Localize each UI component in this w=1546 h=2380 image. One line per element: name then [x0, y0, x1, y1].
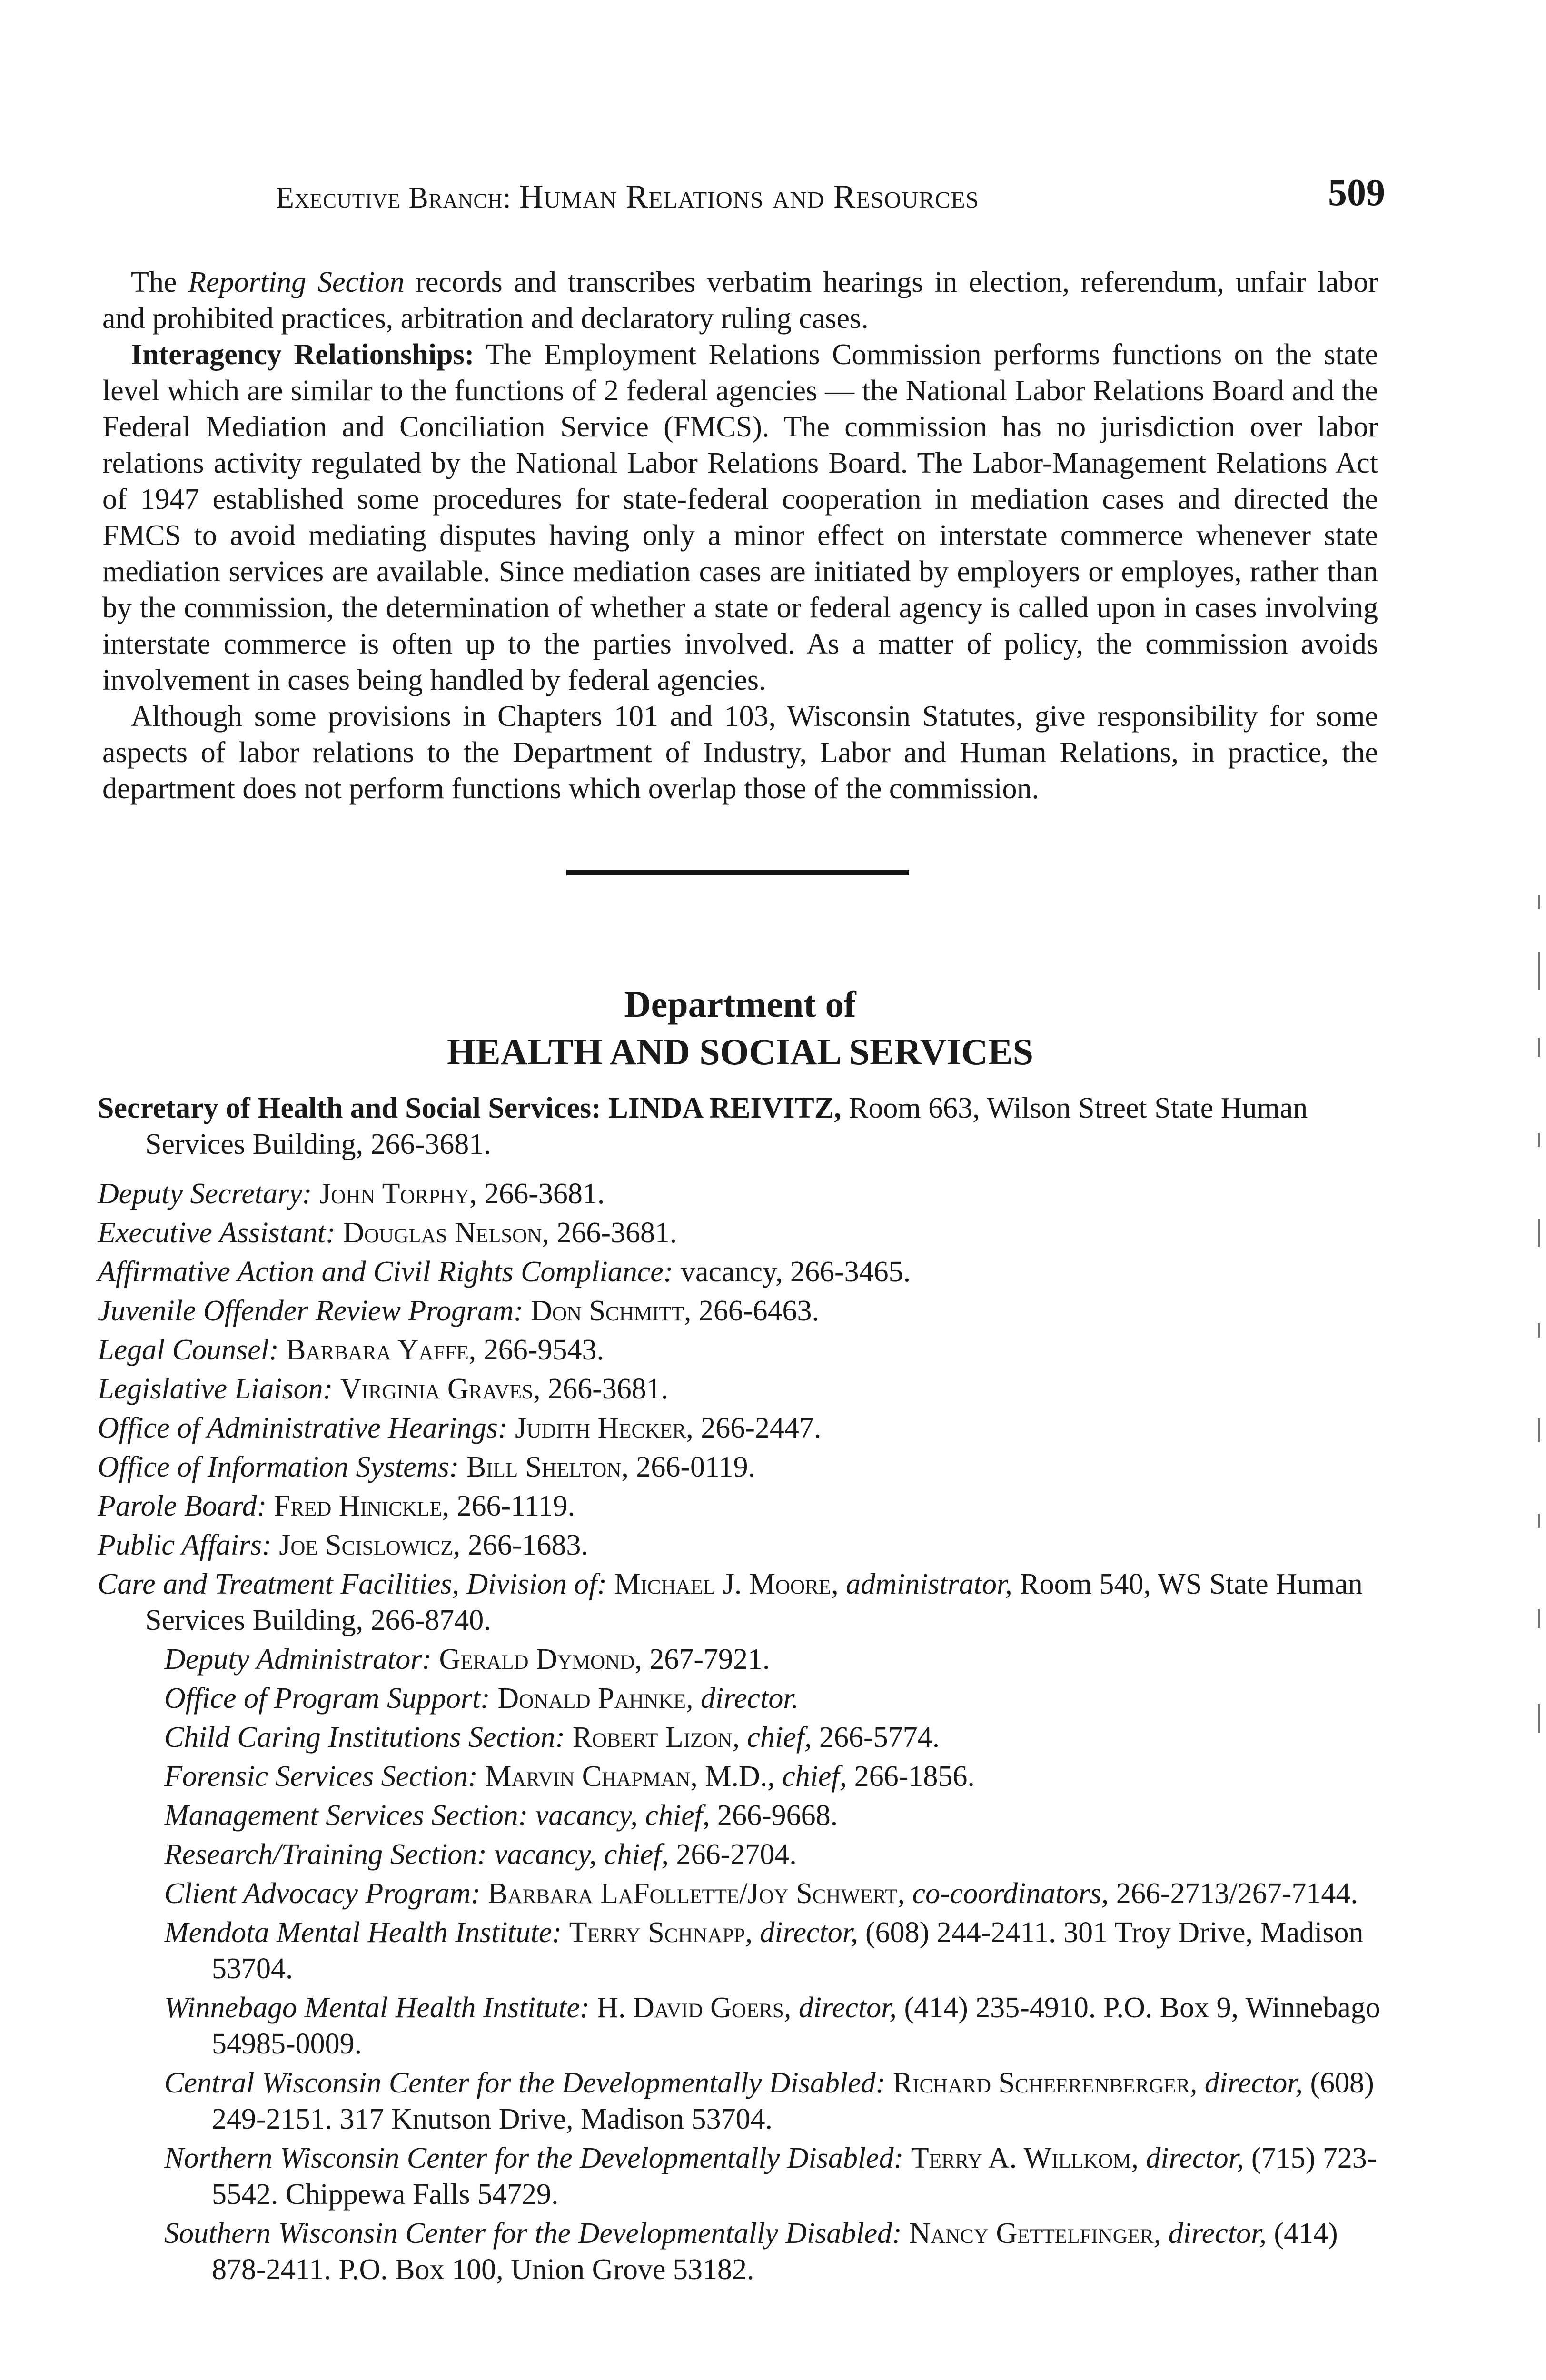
directory	[98, 1090, 1383, 2291]
staff-name: Fred Hinickle	[274, 1490, 442, 1522]
secretary-name: LINDA REIVITZ,	[608, 1092, 842, 1124]
division-staff-entry	[164, 1875, 1383, 1912]
division-staff-title: , co-coordinators,	[897, 1877, 1109, 1910]
division-staff-label: Office of Program Support:	[164, 1682, 490, 1715]
secretary-label: Secretary of Health and Social Services:	[98, 1092, 601, 1124]
division-staff-details: 266-9668.	[710, 1799, 838, 1832]
division-staff-entry	[164, 2215, 1383, 2288]
division-staff-details: 266-2713/267-7144.	[1109, 1877, 1358, 1910]
staff-label: Public Affairs:	[98, 1529, 272, 1561]
division-staff-entry	[164, 2140, 1383, 2212]
staff-name: Barbara Yaffe	[286, 1334, 469, 1366]
staff-entry	[98, 1449, 1383, 1485]
staff-label: Office of Administrative Hearings:	[98, 1412, 508, 1444]
division-staff-entry	[164, 1680, 1383, 1716]
division-staff-title: vacancy, chief,	[494, 1838, 669, 1871]
division-staff-list	[98, 1641, 1383, 2288]
division-staff-entry	[164, 1719, 1383, 1755]
staff-label: Office of Information Systems:	[98, 1451, 459, 1483]
division-staff-name: Robert Lizon	[572, 1721, 733, 1754]
staff-label: Legislative Liaison:	[98, 1373, 333, 1405]
staff-name: John Torphy	[319, 1178, 470, 1210]
division-staff-title: , director,	[1189, 2067, 1303, 2099]
staff-entry	[98, 1410, 1383, 1446]
division-staff-name: Terry A. Willkom	[911, 2142, 1131, 2174]
staff-name: Douglas Nelson	[343, 1217, 542, 1249]
division-staff-label: Management Services Section:	[164, 1799, 528, 1832]
staff-entry	[98, 1293, 1383, 1329]
staff-details: , 266-1119.	[442, 1490, 575, 1522]
division-staff-label: Client Advocacy Program:	[164, 1877, 481, 1910]
staff-details: , 266-6463.	[684, 1295, 820, 1327]
division-staff-name: Donald Pahnke	[497, 1682, 686, 1715]
staff-details: , 266-3681.	[533, 1373, 669, 1405]
division-staff-entry	[164, 1836, 1383, 1873]
division-staff-title: , director.	[686, 1682, 799, 1715]
staff-label: Legal Counsel:	[98, 1334, 279, 1366]
section-divider	[566, 870, 909, 875]
staff-details: , 266-9543.	[468, 1334, 604, 1366]
division-staff-name: Barbara LaFollette/Joy Schwert	[488, 1877, 898, 1910]
staff-label: Juvenile Offender Review Program:	[98, 1295, 524, 1327]
division-staff-details: (414) 878-2411. P.O. Box 100, Union Grove 53182.	[212, 2217, 1338, 2286]
division-staff-name: Gerald Dymond	[439, 1643, 635, 1676]
division-staff-details: (414) 235-4910. P.O. Box 9, Winnebago 54985-0009.	[212, 1992, 1380, 2060]
division-staff-name: Richard Scheerenberger	[892, 2067, 1190, 2099]
division-staff-name: Terry Schnapp	[569, 1916, 745, 1949]
running-head-subject: Human Relations and Resources	[519, 178, 979, 215]
staff-details: vacancy, 266-3465.	[680, 1256, 911, 1288]
staff-details: , 266-1683.	[453, 1529, 588, 1561]
reporting-section-term: Reporting Section	[188, 266, 405, 298]
division-staff-title: , chief,	[732, 1721, 812, 1754]
staff-details: , 266-2447.	[686, 1412, 822, 1444]
interagency-label: Interagency Relationships:	[131, 338, 475, 371]
division-staff-details: (608) 249-2151. 317 Knutson Drive, Madison 53704.	[212, 2067, 1374, 2135]
staff-label: Executive Assistant:	[98, 1217, 336, 1249]
margin-marks	[1535, 895, 1544, 1799]
division-staff-name: Marvin Chapman, M.D.	[485, 1760, 768, 1793]
division-label: Care and Treatment Facilities, Division of:	[98, 1568, 607, 1600]
staff-name: Judith Hecker	[515, 1412, 686, 1444]
division-staff-entry	[164, 1914, 1383, 1987]
division-staff-title: , director,	[1153, 2217, 1267, 2250]
division-staff-label: Mendota Mental Health Institute:	[164, 1916, 562, 1949]
division-staff-details: 266-2704.	[669, 1838, 797, 1871]
intro-text	[102, 264, 1378, 807]
division-staff-label: Research/Training Section:	[164, 1838, 487, 1871]
division-staff-details: , 267-7921.	[634, 1643, 770, 1676]
staff-entry	[98, 1488, 1383, 1524]
staff-details: , 266-3681.	[542, 1217, 677, 1249]
division-staff-details: (608) 244-2411. 301 Troy Drive, Madison 53704.	[212, 1916, 1364, 1985]
staff-name: Joe Scislowicz	[279, 1529, 453, 1561]
department-heading-line1: Department of	[624, 983, 856, 1025]
division-staff-title: , director,	[783, 1992, 897, 2024]
division-staff-name: Nancy Gettelfinger	[909, 2217, 1154, 2250]
running-head-section: Executive Branch:	[276, 182, 512, 214]
staff-name: Virginia Graves	[340, 1373, 534, 1405]
division-staff-entry	[164, 1797, 1383, 1834]
division-staff-label: Deputy Administrator:	[164, 1643, 432, 1676]
staff-entry	[98, 1176, 1383, 1212]
staff-label: Deputy Secretary:	[98, 1178, 312, 1210]
staff-entry	[98, 1371, 1383, 1407]
staff-label: Parole Board:	[98, 1490, 267, 1522]
staff-details: , 266-3681.	[469, 1178, 605, 1210]
staff-label: Affirmative Action and Civil Rights Compliance:	[98, 1256, 674, 1288]
division-head-name: Michael J. Moore	[614, 1568, 832, 1600]
staff-entry	[98, 1254, 1383, 1290]
reporting-section-paragraph: The Reporting Section records and transcribes verbatim hearings in election, referendum, unfair labor and prohibited practices, arbitration and declaratory ruling cases.	[102, 266, 1378, 335]
staff-details: , 266-0119.	[621, 1451, 756, 1483]
division-staff-label: Northern Wisconsin Center for the Developmentally Disabled:	[164, 2142, 904, 2174]
running-head-title	[276, 178, 979, 216]
division-staff-label: Winnebago Mental Health Institute:	[164, 1992, 590, 2024]
staff-list	[98, 1176, 1383, 1563]
division-staff-entry	[164, 2065, 1383, 2137]
chapters-paragraph: Although some provisions in Chapters 101 and 103, Wisconsin Statutes, give responsibility for some aspects of labor relations to the Department of Industry, Labor and Human Relations, in practice, the department does not perform functions which overlap those of the commission.	[102, 700, 1378, 805]
interagency-paragraph: Interagency Relationships: The Employment Relations Commission performs functions on the state level which are similar to the functions of 2 federal agencies — the National Labor Relations Board and the Federal Mediation and Conciliation Service (FMCS). The commission has no jurisdiction over labor relations activity regulated by the National Labor Relations Board. The Labor-Management Relations Act of 1947 established some procedures for state-federal cooperation in mediation cases and directed the FMCS to avoid mediating disputes having only a minor effect on interstate commerce whenever state mediation services are available. Since mediation cases are initiated by employers or employes, rather than by the commission, the determination of whether a state or federal agency is called upon in cases involving interstate commerce is often up to the parties involved. As a matter of policy, the commission avoids involvement in cases being handled by federal agencies.	[102, 338, 1378, 696]
division-staff-label: Forensic Services Section:	[164, 1760, 478, 1793]
page-number: 509	[1328, 172, 1385, 214]
division-staff-details: 266-5774.	[812, 1721, 940, 1754]
division-staff-title: , chief,	[767, 1760, 847, 1793]
division-staff-entry	[164, 1641, 1383, 1677]
division-staff-entry	[164, 1758, 1383, 1795]
division-entry: Care and Treatment Facilities, Division of: Michael J. Moore, administrator, Room 540, WS State Human Services Building, 266-8740.	[98, 1568, 1363, 1636]
department-heading-line2: HEALTH AND SOCIAL SERVICES	[447, 1031, 1033, 1072]
division-staff-entry	[164, 1990, 1383, 2062]
secretary-entry: Secretary of Health and Social Services: LINDA REIVITZ, Room 663, Wilson Street State Human Services Building, 266-3681.	[98, 1092, 1308, 1160]
division-staff-label: Central Wisconsin Center for the Developmentally Disabled:	[164, 2067, 886, 2099]
division-staff-title: , director,	[1131, 2142, 1244, 2174]
division-staff-name: H. David Goers	[597, 1992, 784, 2024]
staff-entry	[98, 1527, 1383, 1563]
staff-entry	[98, 1215, 1383, 1251]
staff-entry	[98, 1332, 1383, 1368]
division-staff-label: Southern Wisconsin Center for the Developmentally Disabled:	[164, 2217, 902, 2250]
department-heading	[102, 981, 1378, 1076]
division-staff-details: 266-1856.	[847, 1760, 975, 1793]
staff-name: Bill Shelton	[466, 1451, 622, 1483]
staff-name: Don Schmitt	[531, 1295, 684, 1327]
division-staff-label: Child Caring Institutions Section:	[164, 1721, 565, 1754]
division-staff-title: , director,	[745, 1916, 858, 1949]
division-staff-title: vacancy, chief,	[535, 1799, 710, 1832]
division-staff-details: (715) 723-5542. Chippewa Falls 54729.	[212, 2142, 1377, 2211]
running-head	[276, 171, 1385, 224]
